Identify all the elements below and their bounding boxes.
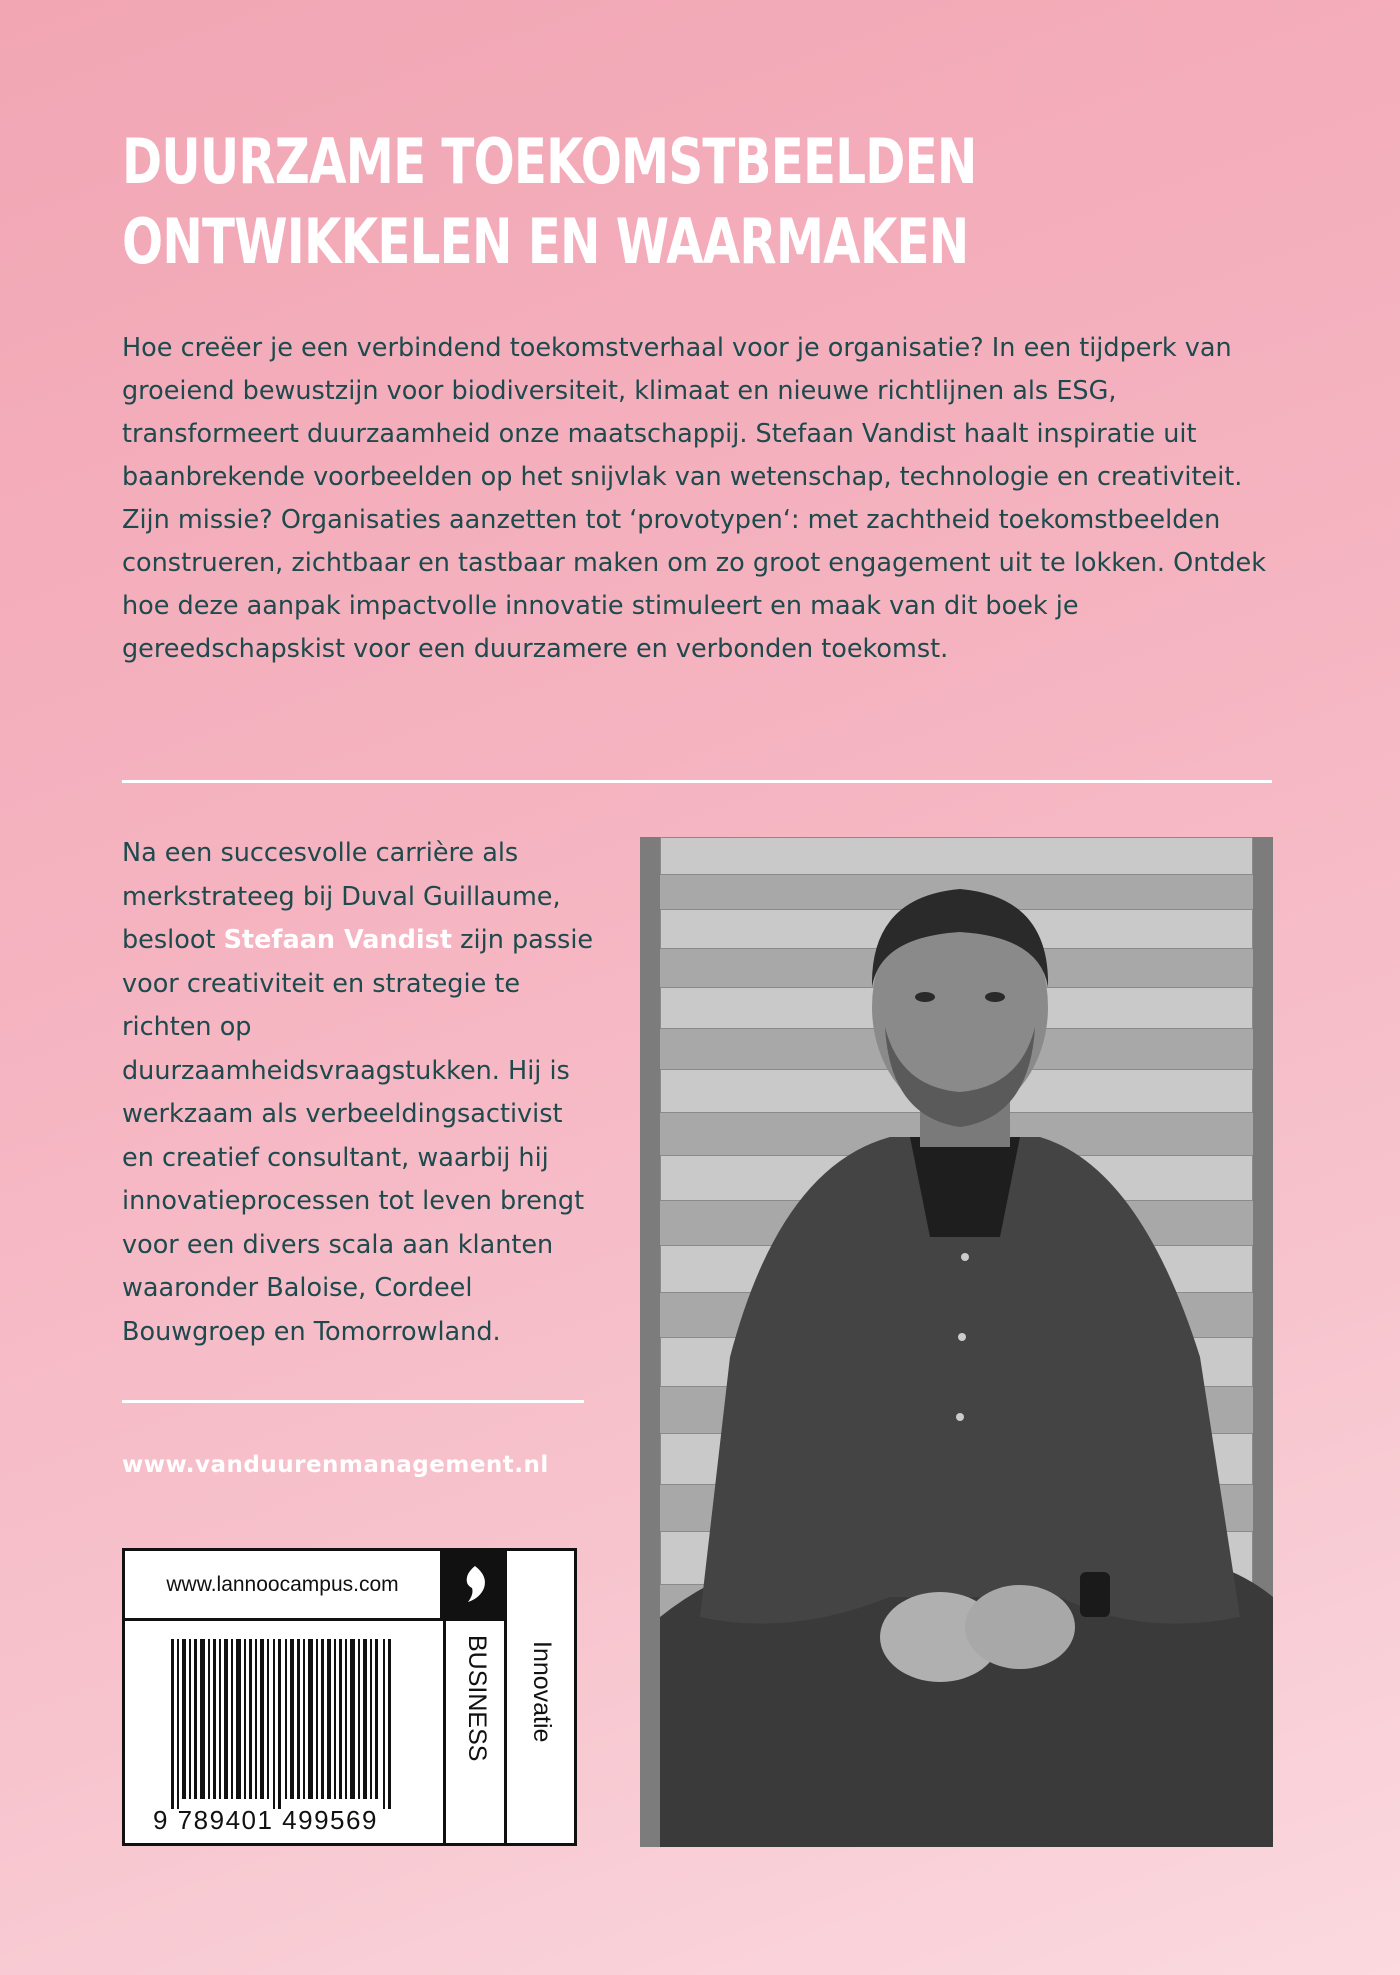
title-line-1: DUURZAME TOEKOMSTBEELDEN bbox=[122, 125, 977, 198]
book-title bbox=[122, 122, 977, 282]
publisher-url: www.lannoocampus.com bbox=[125, 1551, 443, 1621]
isbn-digits: 9 789401 499569 bbox=[153, 1805, 378, 1835]
author-bio bbox=[122, 832, 602, 1354]
divider-top bbox=[122, 780, 1272, 783]
bio-text-after: zijn passie voor creativiteit en strategie te richten op duurzaamheidsvraagstukken. Hij is werkzaam als verbeeldingsactivist en creatief consultant, waarbij hij innovatieprocessen tot leven brengt voor een divers scala aan klanten waaronder Baloise, Cordeel Bouwgroep en Tomorrowland. bbox=[122, 925, 594, 1347]
divider-bio bbox=[122, 1400, 584, 1403]
category-column bbox=[443, 1621, 507, 1846]
subcategory-column bbox=[507, 1551, 574, 1846]
title-line-2: ONTWIKKELEN EN WAARMAKEN bbox=[122, 205, 969, 278]
publisher-logo-icon bbox=[443, 1551, 507, 1621]
barcode-block bbox=[122, 1548, 577, 1846]
author-photo bbox=[640, 837, 1273, 1847]
bio-text-before: Na een succesvolle carrière als merkstrateeg bij Duval Guillaume, besloot bbox=[122, 838, 561, 955]
subcategory-label: Innovatie bbox=[528, 1641, 556, 1743]
category-label: BUSINESS bbox=[463, 1635, 491, 1762]
barcode-bars bbox=[171, 1639, 396, 1809]
book-description: Hoe creëer je een verbindend toekomstverhaal voor je organisatie? In een tijdperk van groeiend bewustzijn voor biodiversiteit, klimaat en nieuwe richtlijnen als ESG, transformeert duurzaamheid onze maatschappij. Stefaan Vandist haalt inspiratie uit baanbrekende voorbeelden op het snijvlak van wetenschap, technologie en creativiteit. Zijn missie? Organisaties aanzetten tot ‘provotypen‘: met zachtheid toekomstbeelden construeren, zichtbaar en tastbaar maken om zo groot engagement uit te lokken. Ontdek hoe deze aanpak impactvolle innovatie stimuleert en maak van dit boek je gereedschapskist voor een duurzamere en verbonden toekomst. bbox=[122, 333, 1267, 664]
website-link[interactable]: www.vanduurenmanagement.nl bbox=[122, 1452, 549, 1478]
author-name: Stefaan Vandist bbox=[223, 925, 453, 955]
